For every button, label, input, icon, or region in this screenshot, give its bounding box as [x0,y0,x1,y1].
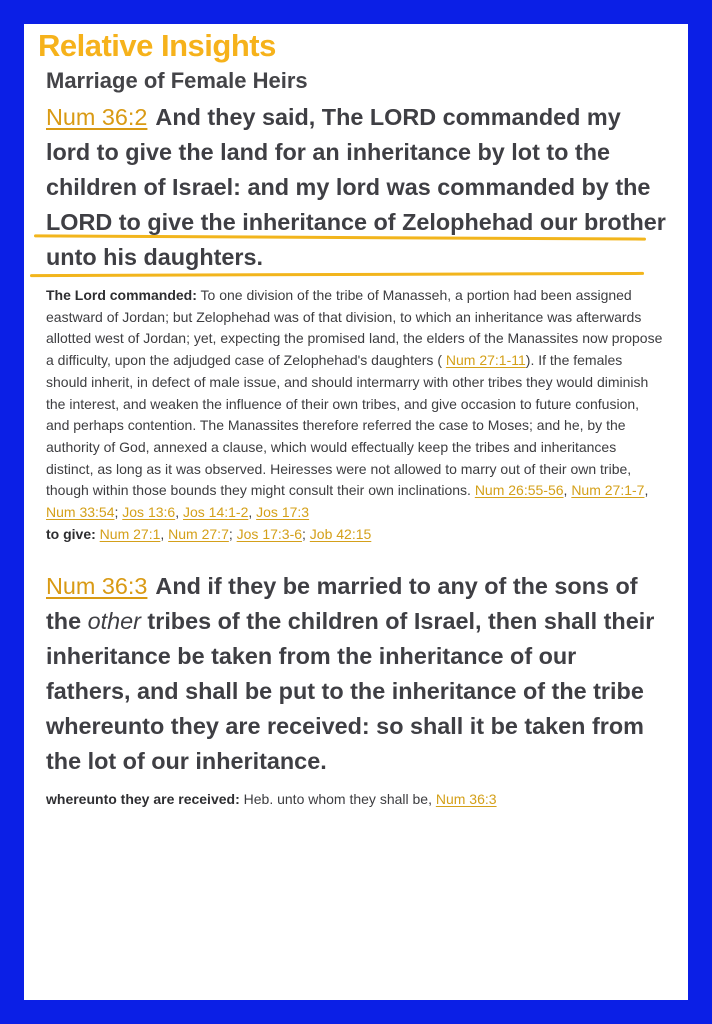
cross-ref-link[interactable]: Jos 13:6 [122,504,176,521]
note-text: Heb. unto whom they shall be, [239,791,436,808]
cross-ref-link[interactable]: Num 36:3 [435,791,497,808]
cross-ref-link[interactable]: Num 27:7 [168,525,229,542]
verse-text-italic: other [87,608,141,635]
verse-num-36-3 [46,569,666,779]
commentary-note: The Lord commanded: To one division of the tribe of Manasseh, a portion had been assigned eastward of Jordan; but Zelophehad was of that division, to which an inheritance was afterwards allotted west of Jordan; yet, expecting the promised land, the elders of the Manassites now propose a difficulty, upon the adjudged case of Zelophehad's daughters ( Num 27:1-11). If the females should inherit, in defect of male issue, and should intermarry with other tribes they would diminish the interest, and weaken the influence of their own tribes, and give occasion to future confusion, and perhaps contention. The Manassites therefore referred the case to Moses; and he, by the authority of God, annexed a clause, which would effectually keep the tribes and inheritances distinct, as long as it was observed. Heiresses were not allowed to marry out of their own tribe, though within those bounds they might consult their own inclinations. Num 26:55-56, Num 27:1-7, Num 33:54; Jos 13:6, Jos 14:1-2, Jos 17:3 to give: Num 27:1, Num 27:7; Jos 17:3-6; Job 42:15 [46,287,663,542]
commentary-note [46,789,666,811]
document-page [24,24,688,1000]
cross-ref-link[interactable]: Jos 17:3 [256,504,310,521]
cross-ref-link[interactable]: Num 27:1 [99,525,161,542]
brand-title: Relative Insights [38,28,276,63]
note-text-continued: ). If the females should inherit, in defect of male issue, and should intermarry with other tribes they would diminish the interest, and weaken the influence of their own tribes, and give occasion to future confusion, and perhaps contention. The Manassites therefore referred the case to Moses; and he, by the authority of God, annexed a clause, which would effectually keep the tribes and inheritances distinct, as long as it was observed. Heiresses were not allowed to marry out of their own tribe, though within those bounds they might consult their own inclinations. [46,352,649,499]
section-title: Marriage of Female Heirs [46,68,308,93]
verse-ref-link[interactable]: Num 36:2 [46,104,148,130]
cross-ref-link[interactable]: Num 27:1-7 [571,482,645,499]
verse-text: And if they be married to any of the sons of the [46,573,638,635]
verse-ref-link[interactable]: Num 36:3 [46,573,148,600]
note-label: to give: [46,525,96,542]
cross-ref-link[interactable]: Jos 14:1-2 [182,504,249,521]
note-label: whereunto they are received: [46,791,240,808]
verse-text: And they said, The LORD commanded my lord to give the land for an inheritance by lot to the children of Israel: and my lord was commanded by the LORD to give the inheritance of Zelophehad our brother unto his daughters. [46,104,666,270]
note-text: To one division of the tribe of Manasseh, a portion had been assigned eastward of Jordan; but Zelophehad was of that division, to which an inheritance was afterwards allotted west of Jordan; yet, expecting the promised land, the elders of the Manassites now propose a difficulty, upon the adjudged case of Zelophehad's daughters ( [46,287,663,369]
cross-ref-link[interactable]: Num 33:54 [46,504,115,521]
cross-ref-link[interactable]: Jos 17:3-6 [236,525,303,542]
note-label: The Lord commanded: [46,287,197,303]
cross-ref-link[interactable]: Job 42:15 [309,525,372,542]
verse-num-36-2 [46,100,666,275]
cross-ref-link[interactable]: Num 26:55-56 [474,482,564,499]
verse-text: tribes of the children of Israel, then shall their inheritance be taken from the inheritance of our fathers, and shall be put to the inheritance of the tribe whereunto they are received: so shall it be taken from the lot of our inheritance. [46,608,655,775]
cross-ref-link[interactable]: Num 27:1-11 [445,352,526,369]
